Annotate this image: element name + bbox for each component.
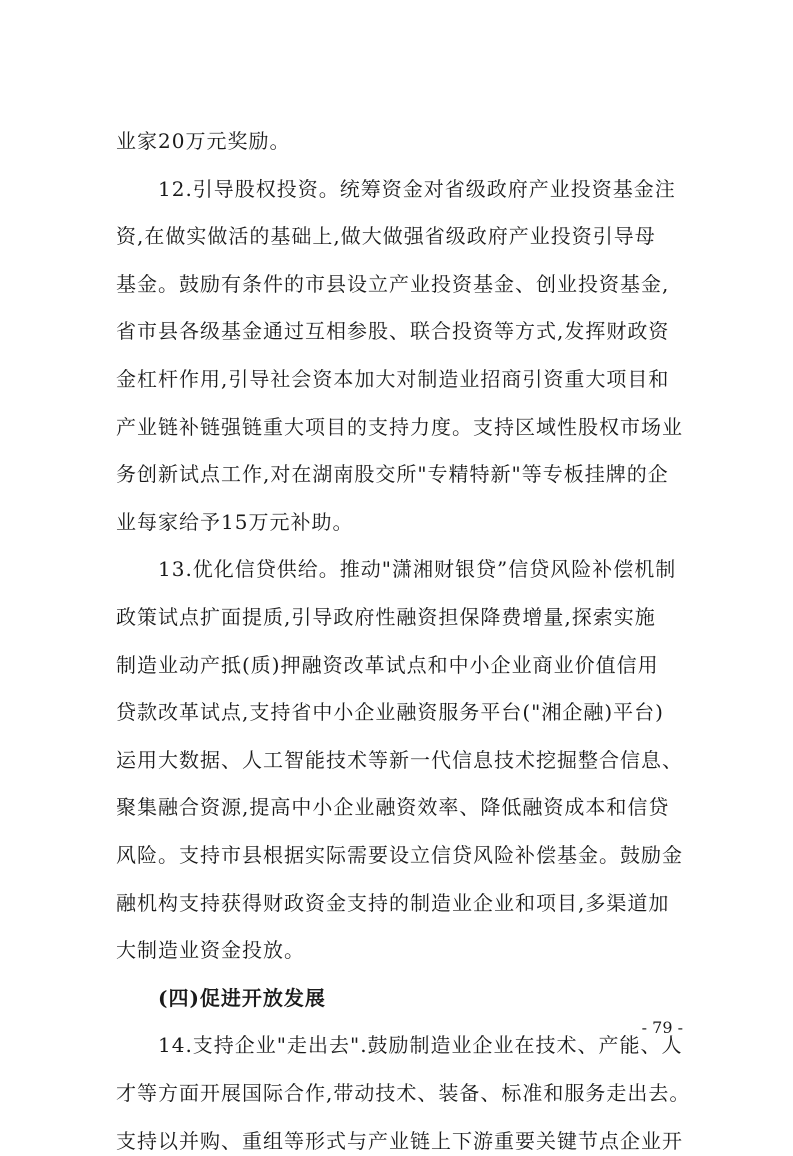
body-line: 产业链补链强链重大项目的支持力度。支持区域性股权市场业 xyxy=(116,415,683,439)
body-line: 业每家给予15万元补助。 xyxy=(116,510,354,534)
body-line: 业家20万元奖励。 xyxy=(116,129,291,153)
body-line: 政策试点扩面提质,引导政府性融资担保降费增量,探索实施 xyxy=(116,605,656,629)
body-line: 14.支持企业"走出去".鼓励制造业企业在技术、产能、人 xyxy=(158,1033,683,1057)
body-line: 13.优化信贷供给。推动"潇湘财银贷”信贷风险补偿机制 xyxy=(158,557,677,581)
body-line: 大制造业资金投放。 xyxy=(116,938,305,962)
body-line: 支持以并购、重组等形式与产业链上下游重要关键节点企业开 xyxy=(116,1129,683,1153)
body-line: 贷款改革试点,支持省中小企业融资服务平台("湘企融)平台) xyxy=(116,700,664,724)
body-line: 制造业动产抵(质)押融资改革试点和中小企业商业价值信用 xyxy=(116,653,659,677)
body-line: 风险。支持市县根据实际需要设立信贷风险补偿基金。鼓励金 xyxy=(116,843,683,867)
section-heading: (四)促进开放发展 xyxy=(158,986,326,1010)
body-line: 资,在做实做活的基础上,做大做强省级政府产业投资引导母 xyxy=(116,224,656,248)
body-line: 融机构支持获得财政资金支持的制造业企业和项目,多渠道加 xyxy=(116,891,670,915)
page-number: - 79 - xyxy=(641,1018,683,1037)
body-line: 金杠杆作用,引导社会资本加大对制造业招商引资重大项目和 xyxy=(116,367,670,391)
body-line: 运用大数据、人工智能技术等新一代信息技术挖掘整合信息、 xyxy=(116,748,683,772)
body-line: 聚集融合资源,提高中小企业融资效率、降低融资成本和信贷 xyxy=(116,795,670,819)
body-line: 省市县各级基金通过互相参股、联合投资等方式,发挥财政资 xyxy=(116,319,670,343)
body-line: 基金。鼓励有条件的市县设立产业投资基金、创业投资基金, xyxy=(116,272,670,296)
body-line: 务创新试点工作,对在湖南股交所"专精特新"等专板挂牌的企 xyxy=(116,462,669,486)
body-line: 才等方面开展国际合作,带动技术、装备、标准和服务走出去。 xyxy=(116,1081,691,1105)
body-line: 12.引导股权投资。统筹资金对省级政府产业投资基金注 xyxy=(158,177,676,201)
